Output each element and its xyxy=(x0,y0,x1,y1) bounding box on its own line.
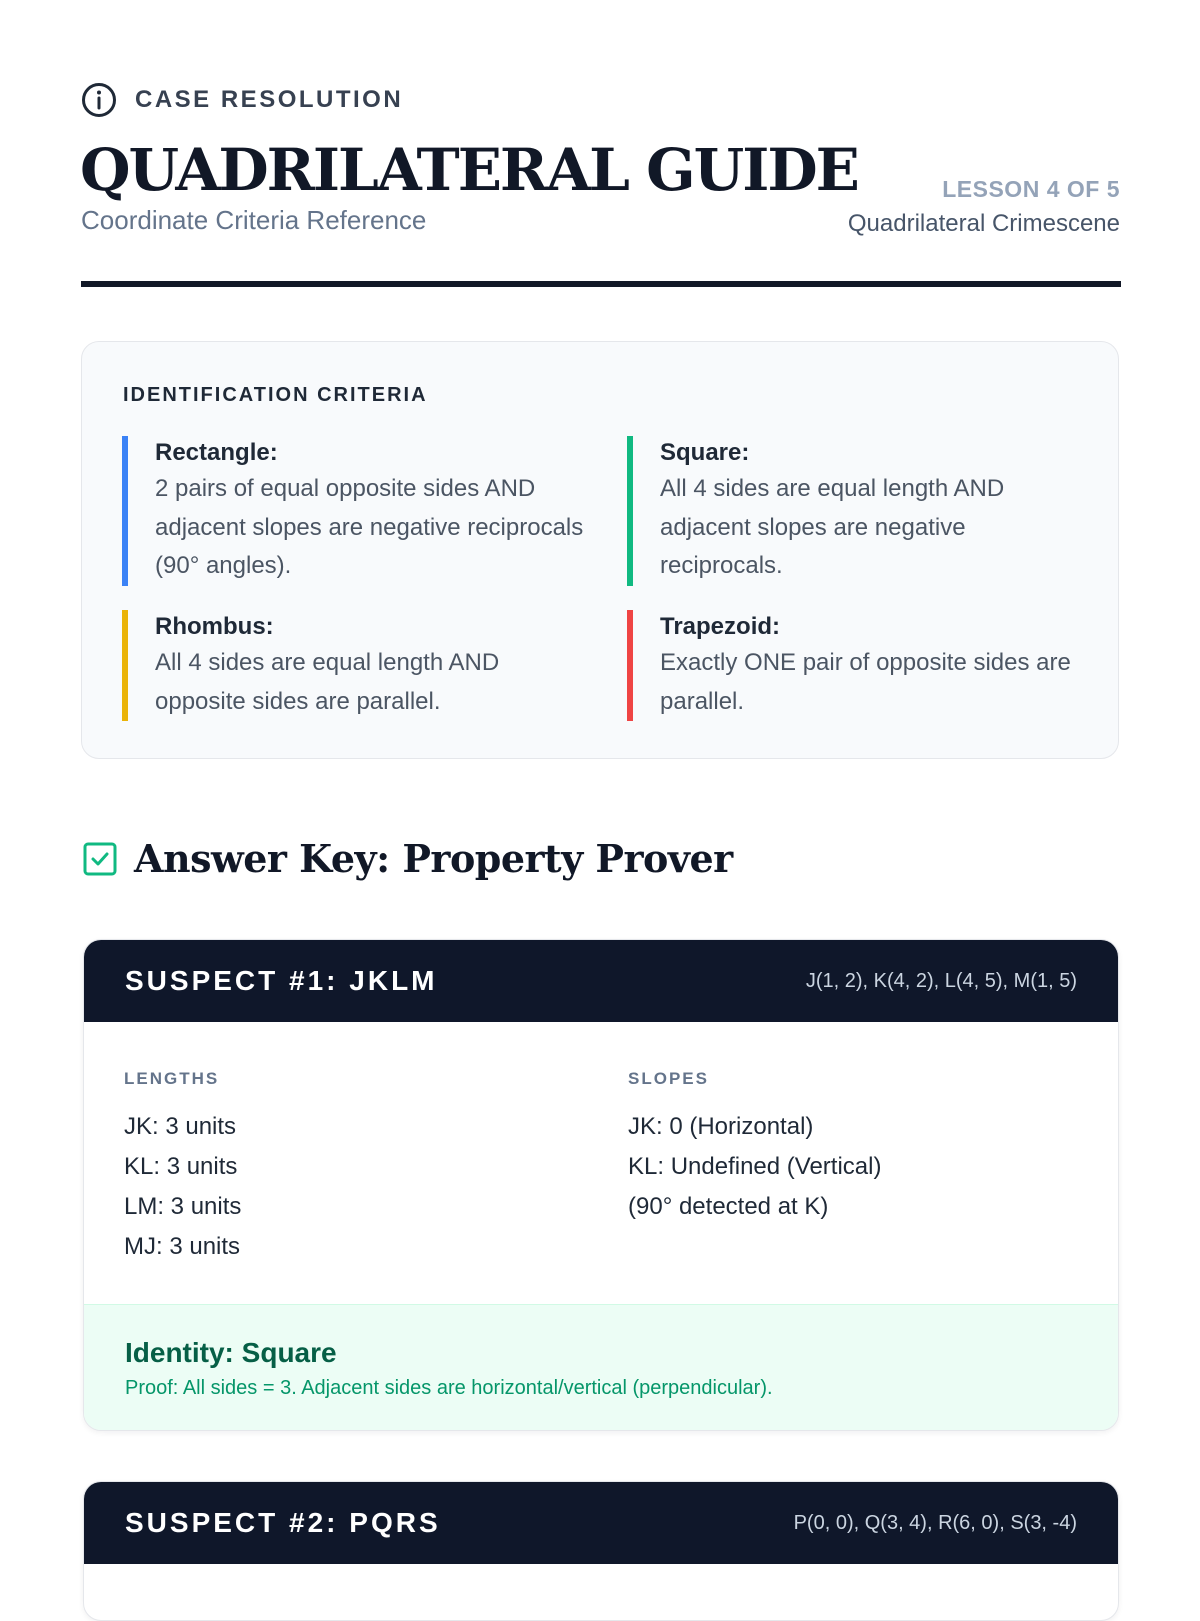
suspect-card xyxy=(83,939,1119,1431)
lesson-name: Quadrilateral Crimescene xyxy=(847,210,1120,237)
slopes-column xyxy=(628,1069,881,1227)
eyebrow-label: CASE RESOLUTION xyxy=(135,86,404,113)
criterion-rectangle xyxy=(122,436,585,586)
criterion-trapezoid xyxy=(627,610,1090,721)
suspect-header xyxy=(84,940,1118,1022)
length-item: LM: 3 units xyxy=(124,1193,242,1220)
criterion-description: 2 pairs of equal opposite sides AND adjacent slopes are negative reciprocals (90° angles). xyxy=(155,475,584,579)
slopes-label: SLOPES xyxy=(628,1069,709,1088)
header-divider xyxy=(81,281,1121,287)
slope-item: KL: Undefined (Vertical) xyxy=(628,1153,882,1180)
criterion-rhombus xyxy=(122,610,585,721)
criterion-square xyxy=(627,436,1090,586)
suspect-coordinates: J(1, 2), K(4, 2), L(4, 5), M(1, 5) xyxy=(805,969,1077,992)
suspect-header xyxy=(84,1482,1118,1564)
criterion-name: Rectangle: xyxy=(155,439,278,466)
info-circle-icon xyxy=(81,82,117,118)
criterion-name: Trapezoid: xyxy=(660,613,781,640)
suspect-body xyxy=(84,1022,1118,1304)
criteria-card xyxy=(81,341,1119,759)
slope-item: (90° detected at K) xyxy=(628,1193,829,1220)
slope-item: JK: 0 (Horizontal) xyxy=(628,1113,814,1140)
lesson-number: LESSON 4 OF 5 xyxy=(942,176,1120,202)
verdict-panel xyxy=(84,1304,1118,1430)
identity-proof: Proof: All sides = 3. Adjacent sides are horizontal/vertical (perpendicular). xyxy=(125,1377,773,1399)
criteria-heading: IDENTIFICATION CRITERIA xyxy=(123,384,428,406)
page-title: QUADRILATERAL GUIDE xyxy=(80,136,858,204)
suspect-coordinates: P(0, 0), Q(3, 4), R(6, 0), S(3, -4) xyxy=(793,1511,1077,1534)
length-item: JK: 3 units xyxy=(124,1113,237,1140)
length-item: KL: 3 units xyxy=(124,1153,238,1180)
suspect-title: SUSPECT #1: JKLM xyxy=(125,965,438,996)
criterion-name: Rhombus: xyxy=(155,613,274,640)
criterion-description: All 4 sides are equal length AND adjacent slopes are negative reciprocals. xyxy=(660,475,1005,579)
checkbox-checked-icon xyxy=(82,841,118,877)
eyebrow xyxy=(81,82,403,118)
lengths-label: LENGTHS xyxy=(124,1069,220,1088)
suspect-card xyxy=(83,1481,1119,1621)
identity-result: Identity: Square xyxy=(125,1337,337,1368)
criterion-description: All 4 sides are equal length AND opposite sides are parallel. xyxy=(155,649,500,715)
page-subtitle: Coordinate Criteria Reference xyxy=(81,205,427,235)
answer-key-heading xyxy=(82,836,733,881)
criterion-description: Exactly ONE pair of opposite sides are parallel. xyxy=(660,649,1071,715)
suspect-title: SUSPECT #2: PQRS xyxy=(125,1507,441,1538)
answer-key-title: Answer Key: Property Prover xyxy=(134,836,733,881)
lengths-column xyxy=(124,1069,241,1267)
length-item: MJ: 3 units xyxy=(124,1233,241,1260)
criterion-name: Square: xyxy=(660,439,750,466)
